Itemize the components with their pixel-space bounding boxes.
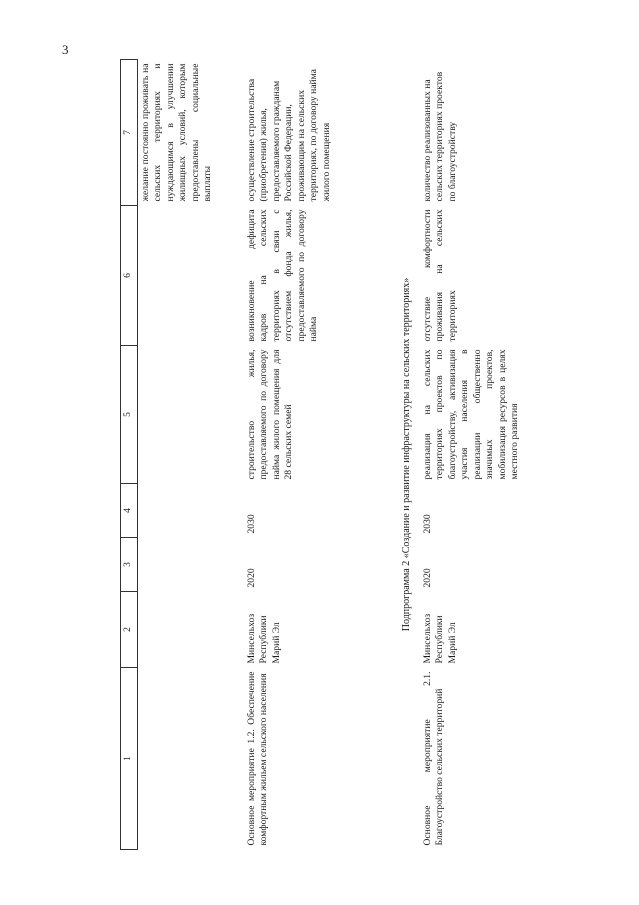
indicator-cell: осуществление строительства (приобретения) жилья, предоставляемого гражданам Российской Федерации, проживающим на сельских территориях, по договору найма жилого помещения: [246, 69, 332, 202]
header-col-4: 4: [121, 484, 138, 538]
header-col-5: 5: [121, 346, 138, 484]
header-col-6: 6: [121, 206, 138, 346]
end-year-cell: 2030: [422, 514, 433, 534]
rotated-table-container: [120, 60, 530, 850]
executor-cell: Минсельхоз Республики Марий Эл: [246, 613, 282, 664]
continuation-cell: желание постоянно проживать на сельских территориях и нуждающимся в улучшении жилищных условий, которым предоставлены социальные выплаты: [140, 63, 214, 202]
end-year-cell: 2030: [246, 514, 257, 534]
measure-name-cell: Основное мероприятие 2.1. Благоустройство сельских территорий: [422, 671, 446, 846]
start-year-cell: 2020: [246, 568, 257, 588]
header-col-1: 1: [121, 668, 138, 850]
table-row: [420, 60, 528, 850]
table-header-row: [121, 60, 138, 850]
header-col-2: 2: [121, 592, 138, 668]
header-col-3: 3: [121, 538, 138, 592]
page-number: 3: [62, 42, 69, 57]
consequences-cell: возникновение дефицита кадров на сельских территориях в связи с отсутствием фонда жилья, предоставляемого по договору найма: [246, 209, 320, 342]
subprogram-row: [398, 60, 420, 850]
indicator-cell: количество реализованных на сельских территориях проектов по благоустройству: [422, 71, 458, 202]
start-year-cell: 2020: [422, 568, 433, 588]
subprogram-title: Подпрограмма 2 «Создание и развитие инфраструктуры на сельских территориях»: [401, 277, 412, 632]
table-row: [244, 60, 398, 850]
executor-cell: Минсельхоз Республики Марий Эл: [422, 613, 458, 664]
measures-table: [120, 59, 528, 850]
header-col-7: 7: [121, 60, 138, 206]
expected-result-cell: реализация на сельских территориях проектов по благоустройству, активизация участия населения в реализации общественно значимых проектов, мобилизация ресурсов в целях местного развития: [422, 349, 521, 480]
consequences-cell: отсутствие комфортности проживания на сельских территориях: [422, 209, 458, 342]
expected-result-cell: строительство жилья, предоставляемого по договору найма жилого помещения для 28 сельских семей: [246, 349, 295, 480]
measure-name-cell: Основное мероприятие 1.2. Обеспечение комфортным жильем сельского населения: [246, 671, 270, 846]
continuation-row: [138, 60, 245, 850]
